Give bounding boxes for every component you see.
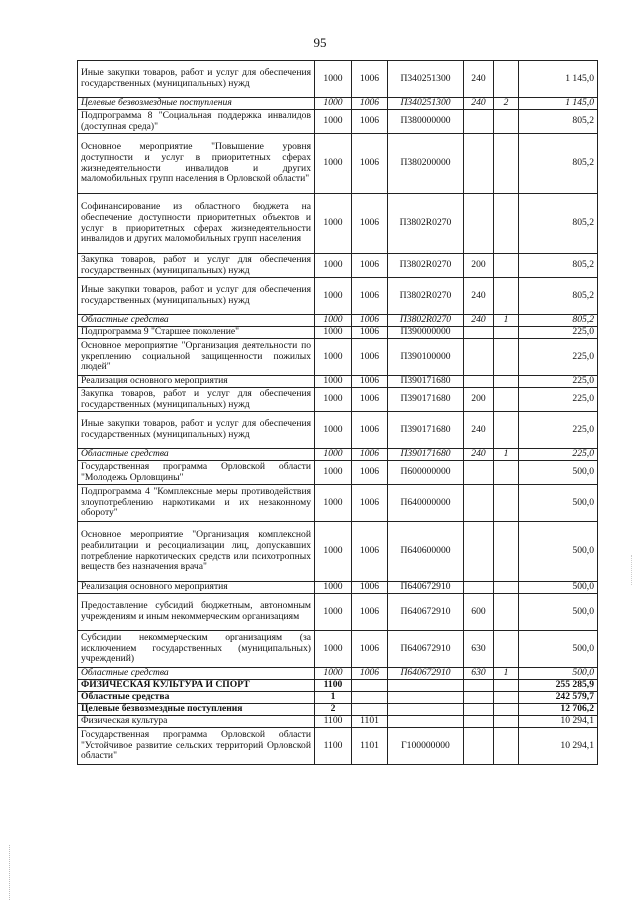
table-row (78, 98, 598, 110)
row-name-cell: Подпрограмма 4 "Комплексные меры противодействия злоупотреблению наркотиками и их незаконному обороту" (78, 485, 315, 522)
expense-type-cell (464, 327, 494, 339)
amount-cell: 225,0 (519, 376, 598, 388)
target-article-cell: Г100000000 (388, 728, 464, 765)
table-row (78, 315, 598, 327)
row-name-cell: Областные средства (78, 449, 315, 461)
subsection-code-cell: 1006 (352, 339, 388, 376)
amount-cell: 225,0 (519, 412, 598, 449)
target-article-cell: П390100000 (388, 339, 464, 376)
expense-type-cell (464, 134, 494, 194)
amount-cell: 12 706,2 (519, 704, 598, 716)
amount-cell: 805,2 (519, 110, 598, 134)
funding-source-cell (494, 254, 519, 278)
row-name-cell: Закупка товаров, работ и услуг для обеспечения государственных (муниципальных) нужд (78, 388, 315, 412)
subsection-code-cell: 1006 (352, 522, 388, 582)
section-code-cell: 1000 (315, 98, 352, 110)
subsection-code-cell: 1006 (352, 461, 388, 485)
row-name-cell: Подпрограмма 8 "Социальная поддержка инвалидов (доступная среда)" (78, 110, 315, 134)
section-code-cell: 1 (315, 692, 352, 704)
expense-type-cell: 200 (464, 254, 494, 278)
expense-type-cell (464, 194, 494, 254)
table-row (78, 61, 598, 98)
section-code-cell: 1000 (315, 134, 352, 194)
amount-cell: 500,0 (519, 582, 598, 594)
section-code-cell: 1100 (315, 728, 352, 765)
section-code-cell: 1000 (315, 522, 352, 582)
amount-cell: 1 145,0 (519, 98, 598, 110)
target-article-cell: П390171680 (388, 388, 464, 412)
subsection-code-cell (352, 704, 388, 716)
subsection-code-cell: 1006 (352, 412, 388, 449)
target-article-cell: П640600000 (388, 522, 464, 582)
subsection-code-cell: 1006 (352, 98, 388, 110)
row-name-cell: Софинансирование из областного бюджета на обеспечение доступности приоритетных объектов и услуг в приоритетных сферах жизнедеятельности инвалидов и других маломобильных групп населения (78, 194, 315, 254)
funding-source-cell: 1 (494, 668, 519, 680)
amount-cell: 225,0 (519, 388, 598, 412)
target-article-cell: П380000000 (388, 110, 464, 134)
amount-cell: 805,2 (519, 254, 598, 278)
funding-source-cell (494, 485, 519, 522)
expense-type-cell: 630 (464, 631, 494, 668)
row-name-cell: Основное мероприятие "Организация деятельности по укреплению социальной защищенности пожилых людей" (78, 339, 315, 376)
subsection-code-cell: 1006 (352, 668, 388, 680)
subsection-code-cell: 1006 (352, 110, 388, 134)
table-row (78, 339, 598, 376)
target-article-cell: П380200000 (388, 134, 464, 194)
section-code-cell: 1000 (315, 110, 352, 134)
target-article-cell: П3802R0270 (388, 194, 464, 254)
target-article-cell: П340251300 (388, 98, 464, 110)
funding-source-cell (494, 278, 519, 315)
section-code-cell: 1100 (315, 716, 352, 728)
subsection-code-cell: 1006 (352, 631, 388, 668)
table-row (78, 376, 598, 388)
table-row (78, 412, 598, 449)
row-name-cell: ФИЗИЧЕСКАЯ КУЛЬТУРА И СПОРТ (78, 680, 315, 692)
section-code-cell: 1100 (315, 680, 352, 692)
budget-table (77, 60, 598, 765)
row-name-cell: Реализация основного мероприятия (78, 582, 315, 594)
funding-source-cell (494, 61, 519, 98)
expense-type-cell (464, 339, 494, 376)
expense-type-cell: 240 (464, 278, 494, 315)
expense-type-cell (464, 728, 494, 765)
amount-cell: 500,0 (519, 594, 598, 631)
section-code-cell: 1000 (315, 668, 352, 680)
subsection-code-cell: 1006 (352, 134, 388, 194)
table-row (78, 522, 598, 582)
table-row (78, 594, 598, 631)
table-row (78, 668, 598, 680)
funding-source-cell (494, 327, 519, 339)
expense-type-cell (464, 582, 494, 594)
amount-cell: 500,0 (519, 461, 598, 485)
table-row (78, 449, 598, 461)
amount-cell: 255 285,9 (519, 680, 598, 692)
table-row (78, 110, 598, 134)
row-name-cell: Иные закупки товаров, работ и услуг для обеспечения государственных (муниципальных) нужд (78, 278, 315, 315)
expense-type-cell (464, 692, 494, 704)
funding-source-cell (494, 680, 519, 692)
subsection-code-cell: 1006 (352, 485, 388, 522)
amount-cell: 500,0 (519, 668, 598, 680)
table-row (78, 194, 598, 254)
row-name-cell: Государственная программа Орловской области "Молодежь Орловщины" (78, 461, 315, 485)
row-name-cell: Основное мероприятие "Повышение уровня доступности и услуг в приоритетных сферах жизнедеятельности инвалидов и других маломобильных групп населения в Орловской области" (78, 134, 315, 194)
section-code-cell: 2 (315, 704, 352, 716)
subsection-code-cell: 1006 (352, 582, 388, 594)
subsection-code-cell: 1006 (352, 449, 388, 461)
target-article-cell: П390171680 (388, 449, 464, 461)
section-code-cell: 1000 (315, 376, 352, 388)
funding-source-cell (494, 692, 519, 704)
section-code-cell: 1000 (315, 327, 352, 339)
funding-source-cell (494, 582, 519, 594)
table-row (78, 327, 598, 339)
subsection-code-cell: 1006 (352, 327, 388, 339)
expense-type-cell (464, 522, 494, 582)
target-article-cell (388, 716, 464, 728)
funding-source-cell (494, 594, 519, 631)
subsection-code-cell (352, 680, 388, 692)
expense-type-cell: 240 (464, 61, 494, 98)
funding-source-cell (494, 339, 519, 376)
funding-source-cell: 2 (494, 98, 519, 110)
expense-type-cell: 240 (464, 98, 494, 110)
table-row (78, 582, 598, 594)
expense-type-cell (464, 485, 494, 522)
subsection-code-cell: 1006 (352, 594, 388, 631)
target-article-cell: П390171680 (388, 376, 464, 388)
funding-source-cell (494, 716, 519, 728)
subsection-code-cell: 1101 (352, 716, 388, 728)
row-name-cell: Предоставление субсидий бюджетным, автономным учреждениям и иным некоммерческим организациям (78, 594, 315, 631)
section-code-cell: 1000 (315, 388, 352, 412)
row-name-cell: Физическая культура (78, 716, 315, 728)
expense-type-cell: 240 (464, 449, 494, 461)
funding-source-cell (494, 412, 519, 449)
funding-source-cell (494, 728, 519, 765)
target-article-cell (388, 692, 464, 704)
amount-cell: 500,0 (519, 631, 598, 668)
amount-cell: 805,2 (519, 134, 598, 194)
row-name-cell: Субсидии некоммерческим организациям (за исключением государственных (муниципальных) учреждений) (78, 631, 315, 668)
expense-type-cell (464, 716, 494, 728)
row-name-cell: Целевые безвозмездные поступления (78, 98, 315, 110)
subsection-code-cell: 1006 (352, 388, 388, 412)
funding-source-cell: 1 (494, 315, 519, 327)
funding-source-cell (494, 631, 519, 668)
section-code-cell: 1000 (315, 594, 352, 631)
margin-scan-marks-right (631, 555, 634, 585)
target-article-cell: П640000000 (388, 485, 464, 522)
row-name-cell: Основное мероприятие "Организация комплексной реабилитации и ресоциализации лиц, допускавших потребление наркотических средств или психотропных веществ без назначения врача" (78, 522, 315, 582)
expense-type-cell: 240 (464, 315, 494, 327)
funding-source-cell (494, 704, 519, 716)
target-article-cell: П3802R0270 (388, 278, 464, 315)
expense-type-cell (464, 110, 494, 134)
amount-cell: 242 579,7 (519, 692, 598, 704)
target-article-cell: П3802R0270 (388, 254, 464, 278)
funding-source-cell: 1 (494, 449, 519, 461)
expense-type-cell: 200 (464, 388, 494, 412)
section-code-cell: 1000 (315, 254, 352, 278)
table-row (78, 388, 598, 412)
expense-type-cell (464, 704, 494, 716)
target-article-cell: П390000000 (388, 327, 464, 339)
subsection-code-cell: 1006 (352, 194, 388, 254)
section-code-cell: 1000 (315, 461, 352, 485)
row-name-cell: Областные средства (78, 692, 315, 704)
subsection-code-cell: 1006 (352, 315, 388, 327)
table-row (78, 254, 598, 278)
margin-scan-marks (9, 845, 12, 900)
amount-cell: 225,0 (519, 339, 598, 376)
expense-type-cell: 630 (464, 668, 494, 680)
expense-type-cell (464, 680, 494, 692)
target-article-cell (388, 704, 464, 716)
amount-cell: 10 294,1 (519, 716, 598, 728)
expense-type-cell: 240 (464, 412, 494, 449)
row-name-cell: Реализация основного мероприятия (78, 376, 315, 388)
target-article-cell: П640672910 (388, 631, 464, 668)
subsection-code-cell: 1006 (352, 278, 388, 315)
table-row (78, 680, 598, 692)
row-name-cell: Закупка товаров, работ и услуг для обеспечения государственных (муниципальных) нужд (78, 254, 315, 278)
subsection-code-cell: 1006 (352, 376, 388, 388)
table-row (78, 728, 598, 765)
section-code-cell: 1000 (315, 631, 352, 668)
section-code-cell: 1000 (315, 278, 352, 315)
subsection-code-cell: 1101 (352, 728, 388, 765)
row-name-cell: Областные средства (78, 668, 315, 680)
section-code-cell: 1000 (315, 339, 352, 376)
target-article-cell: П390171680 (388, 412, 464, 449)
target-article-cell (388, 680, 464, 692)
row-name-cell: Подпрограмма 9 "Старшее поколение" (78, 327, 315, 339)
amount-cell: 805,2 (519, 278, 598, 315)
target-article-cell: П340251300 (388, 61, 464, 98)
expense-type-cell: 600 (464, 594, 494, 631)
amount-cell: 225,0 (519, 449, 598, 461)
row-name-cell: Иные закупки товаров, работ и услуг для обеспечения государственных (муниципальных) нужд (78, 412, 315, 449)
section-code-cell: 1000 (315, 61, 352, 98)
amount-cell: 1 145,0 (519, 61, 598, 98)
table-row (78, 461, 598, 485)
expense-type-cell (464, 461, 494, 485)
target-article-cell: П3802R0270 (388, 315, 464, 327)
funding-source-cell (494, 388, 519, 412)
amount-cell: 225,0 (519, 327, 598, 339)
section-code-cell: 1000 (315, 412, 352, 449)
funding-source-cell (494, 110, 519, 134)
page-number: 95 (313, 35, 327, 50)
target-article-cell: П640672910 (388, 594, 464, 631)
budget-table-body (78, 61, 598, 765)
row-name-cell: Целевые безвозмездные поступления (78, 704, 315, 716)
target-article-cell: П600000000 (388, 461, 464, 485)
subsection-code-cell: 1006 (352, 254, 388, 278)
row-name-cell: Областные средства (78, 315, 315, 327)
subsection-code-cell (352, 692, 388, 704)
table-row (78, 134, 598, 194)
table-row (78, 278, 598, 315)
funding-source-cell (494, 376, 519, 388)
section-code-cell: 1000 (315, 582, 352, 594)
funding-source-cell (494, 461, 519, 485)
amount-cell: 805,2 (519, 194, 598, 254)
table-row (78, 704, 598, 716)
table-row (78, 716, 598, 728)
subsection-code-cell: 1006 (352, 61, 388, 98)
expense-type-cell (464, 376, 494, 388)
table-row (78, 485, 598, 522)
amount-cell: 10 294,1 (519, 728, 598, 765)
section-code-cell: 1000 (315, 315, 352, 327)
target-article-cell: П640672910 (388, 668, 464, 680)
row-name-cell: Государственная программа Орловской области "Устойчивое развитие сельских территорий Орловской области" (78, 728, 315, 765)
target-article-cell: П640672910 (388, 582, 464, 594)
table-row (78, 692, 598, 704)
section-code-cell: 1000 (315, 194, 352, 254)
funding-source-cell (494, 522, 519, 582)
section-code-cell: 1000 (315, 485, 352, 522)
row-name-cell: Иные закупки товаров, работ и услуг для обеспечения государственных (муниципальных) нужд (78, 61, 315, 98)
amount-cell: 500,0 (519, 485, 598, 522)
section-code-cell: 1000 (315, 449, 352, 461)
table-row (78, 631, 598, 668)
funding-source-cell (494, 134, 519, 194)
amount-cell: 500,0 (519, 522, 598, 582)
amount-cell: 805,2 (519, 315, 598, 327)
funding-source-cell (494, 194, 519, 254)
